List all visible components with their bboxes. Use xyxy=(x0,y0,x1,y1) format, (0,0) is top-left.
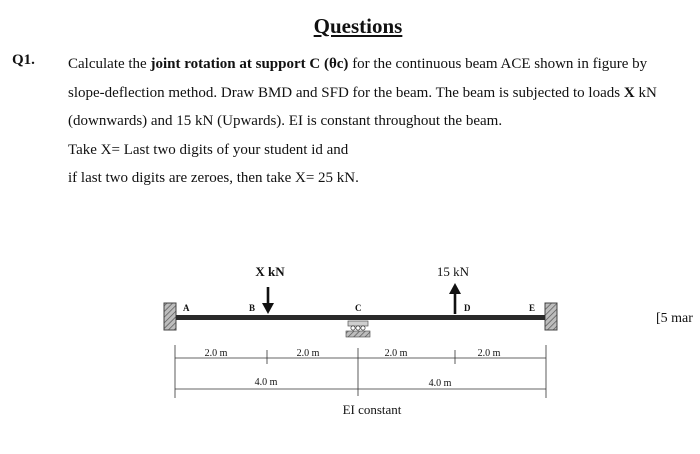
point-c: C xyxy=(355,303,362,313)
load-arrow-down xyxy=(262,287,274,314)
dim-ac: 4.0 m xyxy=(254,377,278,388)
take-line-1: Take X= Last two digits of your student id and xyxy=(68,141,349,158)
load-arrow-up xyxy=(449,283,461,314)
dim-bc: 2.0 m xyxy=(296,348,320,359)
bold-x: X xyxy=(623,84,635,101)
take-line-2: if last two digits are zeroes, then take X= 25 kN. xyxy=(68,170,359,186)
ei-caption: EI constant xyxy=(342,402,402,417)
text-part-2: for the continuous beam ACE shown in figure by slope-deflection method. Draw BMD and SFD for the beam. The beam is subjected to loads xyxy=(68,56,648,101)
load-x-label: X kN xyxy=(255,264,285,279)
text-part-1: Calculate the xyxy=(68,56,151,72)
dim-ce: 4.0 m xyxy=(428,378,452,389)
point-e: E xyxy=(529,303,536,313)
bold-joint-rotation: joint rotation at support C (θc) xyxy=(150,56,349,72)
marks-label: [5 mar xyxy=(656,311,693,326)
point-a: A xyxy=(183,303,190,313)
page-title: Questions xyxy=(313,14,403,38)
dim-ab: 2.0 m xyxy=(204,348,228,359)
point-b: B xyxy=(249,303,256,313)
fixed-support-left xyxy=(164,303,176,330)
text-part-3: kN (downwards) and 15 kN (Upwards). EI is constant throughout the beam. xyxy=(68,84,657,129)
dim-de: 2.0 m xyxy=(477,348,501,359)
beam xyxy=(176,315,545,320)
support-c xyxy=(346,321,370,337)
fixed-support-right xyxy=(545,303,557,330)
dim-cd: 2.0 m xyxy=(384,348,408,359)
load-15-label: 15 kN xyxy=(436,264,470,279)
point-d: D xyxy=(464,303,471,313)
question-number: Q1. xyxy=(12,52,35,68)
